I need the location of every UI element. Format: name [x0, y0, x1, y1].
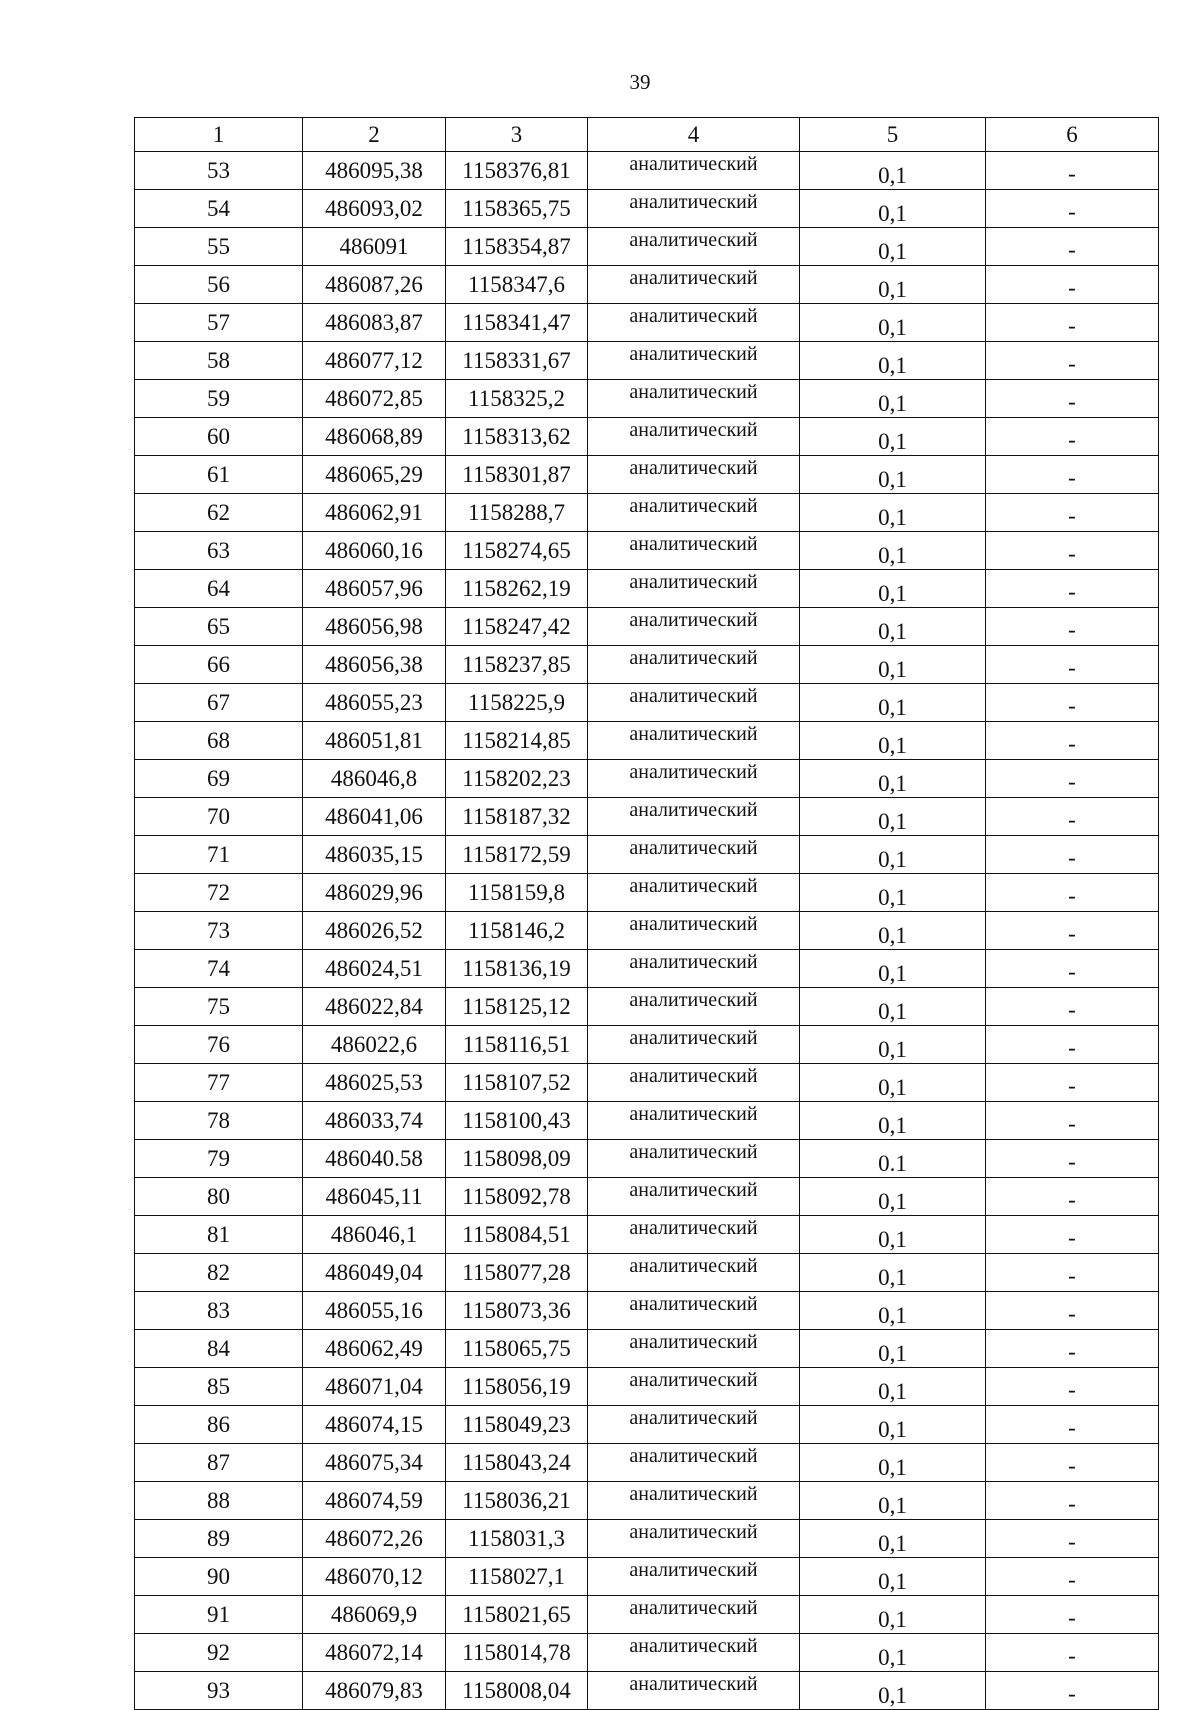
table-row	[135, 1064, 1159, 1102]
method-cell: аналитический	[588, 152, 800, 190]
column-header: 1	[135, 118, 303, 152]
x-coordinate-cell: 486062,49	[303, 1330, 446, 1368]
table-row	[135, 304, 1159, 342]
table-row	[135, 1292, 1159, 1330]
method-cell: аналитический	[588, 1596, 800, 1634]
x-coordinate-cell: 486072,26	[303, 1520, 446, 1558]
error-cell: 0,1	[800, 380, 986, 418]
table-row	[135, 494, 1159, 532]
method-cell: аналитический	[588, 950, 800, 988]
method-cell: аналитический	[588, 1482, 800, 1520]
note-cell: -	[986, 684, 1159, 722]
note-cell: -	[986, 532, 1159, 570]
note-cell: -	[986, 1406, 1159, 1444]
y-coordinate-cell: 1158172,59	[446, 836, 588, 874]
table-row	[135, 646, 1159, 684]
error-cell: 0,1	[800, 1672, 986, 1710]
note-cell: -	[986, 836, 1159, 874]
note-cell: -	[986, 1292, 1159, 1330]
x-coordinate-cell: 486065,29	[303, 456, 446, 494]
method-cell: аналитический	[588, 1292, 800, 1330]
x-coordinate-cell: 486077,12	[303, 342, 446, 380]
method-cell: аналитический	[588, 1102, 800, 1140]
point-number-cell: 91	[135, 1596, 303, 1634]
x-coordinate-cell: 486095,38	[303, 152, 446, 190]
method-cell: аналитический	[588, 760, 800, 798]
error-cell: 0,1	[800, 950, 986, 988]
point-number-cell: 54	[135, 190, 303, 228]
y-coordinate-cell: 1158098,09	[446, 1140, 588, 1178]
method-cell: аналитический	[588, 418, 800, 456]
method-cell: аналитический	[588, 1406, 800, 1444]
table-row	[135, 950, 1159, 988]
method-cell: аналитический	[588, 1254, 800, 1292]
table-row	[135, 1178, 1159, 1216]
table-row	[135, 266, 1159, 304]
table-header-row	[135, 118, 1159, 152]
y-coordinate-cell: 1158313,62	[446, 418, 588, 456]
y-coordinate-cell: 1158116,51	[446, 1026, 588, 1064]
x-coordinate-cell: 486056,38	[303, 646, 446, 684]
note-cell: -	[986, 988, 1159, 1026]
error-cell: 0,1	[800, 570, 986, 608]
point-number-cell: 69	[135, 760, 303, 798]
point-number-cell: 80	[135, 1178, 303, 1216]
error-cell: 0,1	[800, 874, 986, 912]
table-row	[135, 570, 1159, 608]
x-coordinate-cell: 486055,16	[303, 1292, 446, 1330]
y-coordinate-cell: 1158043,24	[446, 1444, 588, 1482]
x-coordinate-cell: 486049,04	[303, 1254, 446, 1292]
point-number-cell: 74	[135, 950, 303, 988]
point-number-cell: 68	[135, 722, 303, 760]
table-row	[135, 342, 1159, 380]
note-cell: -	[986, 380, 1159, 418]
method-cell: аналитический	[588, 722, 800, 760]
table-row	[135, 608, 1159, 646]
method-cell: аналитический	[588, 988, 800, 1026]
y-coordinate-cell: 1158092,78	[446, 1178, 588, 1216]
note-cell: -	[986, 304, 1159, 342]
method-cell: аналитический	[588, 798, 800, 836]
point-number-cell: 72	[135, 874, 303, 912]
point-number-cell: 58	[135, 342, 303, 380]
x-coordinate-cell: 486045,11	[303, 1178, 446, 1216]
table-row	[135, 532, 1159, 570]
error-cell: 0,1	[800, 1292, 986, 1330]
y-coordinate-cell: 1158331,67	[446, 342, 588, 380]
note-cell: -	[986, 456, 1159, 494]
method-cell: аналитический	[588, 494, 800, 532]
y-coordinate-cell: 1158159,8	[446, 874, 588, 912]
table-row	[135, 1444, 1159, 1482]
error-cell: 0,1	[800, 456, 986, 494]
error-cell: 0,1	[800, 1634, 986, 1672]
table-row	[135, 988, 1159, 1026]
point-number-cell: 53	[135, 152, 303, 190]
table-row	[135, 760, 1159, 798]
x-coordinate-cell: 486022,6	[303, 1026, 446, 1064]
note-cell: -	[986, 190, 1159, 228]
error-cell: 0,1	[800, 1520, 986, 1558]
note-cell: -	[986, 1140, 1159, 1178]
table-row	[135, 1672, 1159, 1710]
error-cell: 0,1	[800, 646, 986, 684]
point-number-cell: 70	[135, 798, 303, 836]
page-number: 39	[629, 70, 651, 94]
note-cell: -	[986, 418, 1159, 456]
table-row	[135, 1254, 1159, 1292]
table-row	[135, 874, 1159, 912]
error-cell: 0,1	[800, 1178, 986, 1216]
table-row	[135, 1520, 1159, 1558]
note-cell: -	[986, 646, 1159, 684]
method-cell: аналитический	[588, 190, 800, 228]
error-cell: 0.1	[800, 1140, 986, 1178]
error-cell: 0,1	[800, 342, 986, 380]
y-coordinate-cell: 1158014,78	[446, 1634, 588, 1672]
note-cell: -	[986, 1254, 1159, 1292]
point-number-cell: 78	[135, 1102, 303, 1140]
method-cell: аналитический	[588, 456, 800, 494]
x-coordinate-cell: 486051,81	[303, 722, 446, 760]
error-cell: 0,1	[800, 1444, 986, 1482]
table-row	[135, 456, 1159, 494]
note-cell: -	[986, 342, 1159, 380]
y-coordinate-cell: 1158027,1	[446, 1558, 588, 1596]
y-coordinate-cell: 1158107,52	[446, 1064, 588, 1102]
point-number-cell: 92	[135, 1634, 303, 1672]
y-coordinate-cell: 1158202,23	[446, 760, 588, 798]
point-number-cell: 89	[135, 1520, 303, 1558]
x-coordinate-cell: 486060,16	[303, 532, 446, 570]
error-cell: 0,1	[800, 1330, 986, 1368]
y-coordinate-cell: 1158225,9	[446, 684, 588, 722]
x-coordinate-cell: 486056,98	[303, 608, 446, 646]
note-cell: -	[986, 722, 1159, 760]
table-row	[135, 418, 1159, 456]
table-row	[135, 1482, 1159, 1520]
x-coordinate-cell: 486033,74	[303, 1102, 446, 1140]
table-row	[135, 912, 1159, 950]
table-row	[135, 684, 1159, 722]
y-coordinate-cell: 1158136,19	[446, 950, 588, 988]
x-coordinate-cell: 486046,8	[303, 760, 446, 798]
column-header: 3	[446, 118, 588, 152]
method-cell: аналитический	[588, 912, 800, 950]
y-coordinate-cell: 1158237,85	[446, 646, 588, 684]
x-coordinate-cell: 486040.58	[303, 1140, 446, 1178]
method-cell: аналитический	[588, 836, 800, 874]
y-coordinate-cell: 1158073,36	[446, 1292, 588, 1330]
y-coordinate-cell: 1158247,42	[446, 608, 588, 646]
note-cell: -	[986, 1444, 1159, 1482]
table-row	[135, 1216, 1159, 1254]
y-coordinate-cell: 1158077,28	[446, 1254, 588, 1292]
note-cell: -	[986, 1520, 1159, 1558]
method-cell: аналитический	[588, 532, 800, 570]
note-cell: -	[986, 1216, 1159, 1254]
point-number-cell: 63	[135, 532, 303, 570]
table-row	[135, 722, 1159, 760]
method-cell: аналитический	[588, 1634, 800, 1672]
y-coordinate-cell: 1158354,87	[446, 228, 588, 266]
table-body	[135, 152, 1159, 1710]
method-cell: аналитический	[588, 1140, 800, 1178]
x-coordinate-cell: 486024,51	[303, 950, 446, 988]
y-coordinate-cell: 1158125,12	[446, 988, 588, 1026]
point-number-cell: 66	[135, 646, 303, 684]
error-cell: 0,1	[800, 1596, 986, 1634]
table-row	[135, 152, 1159, 190]
method-cell: аналитический	[588, 608, 800, 646]
y-coordinate-cell: 1158036,21	[446, 1482, 588, 1520]
error-cell: 0,1	[800, 1368, 986, 1406]
note-cell: -	[986, 1026, 1159, 1064]
point-number-cell: 64	[135, 570, 303, 608]
note-cell: -	[986, 1368, 1159, 1406]
note-cell: -	[986, 1330, 1159, 1368]
method-cell: аналитический	[588, 1064, 800, 1102]
error-cell: 0,1	[800, 1064, 986, 1102]
y-coordinate-cell: 1158325,2	[446, 380, 588, 418]
method-cell: аналитический	[588, 1368, 800, 1406]
x-coordinate-cell: 486083,87	[303, 304, 446, 342]
error-cell: 0,1	[800, 494, 986, 532]
x-coordinate-cell: 486075,34	[303, 1444, 446, 1482]
point-number-cell: 90	[135, 1558, 303, 1596]
y-coordinate-cell: 1158049,23	[446, 1406, 588, 1444]
point-number-cell: 77	[135, 1064, 303, 1102]
y-coordinate-cell: 1158274,65	[446, 532, 588, 570]
y-coordinate-cell: 1158301,87	[446, 456, 588, 494]
method-cell: аналитический	[588, 1520, 800, 1558]
error-cell: 0,1	[800, 532, 986, 570]
y-coordinate-cell: 1158214,85	[446, 722, 588, 760]
note-cell: -	[986, 494, 1159, 532]
point-number-cell: 76	[135, 1026, 303, 1064]
point-number-cell: 93	[135, 1672, 303, 1710]
note-cell: -	[986, 1672, 1159, 1710]
note-cell: -	[986, 760, 1159, 798]
x-coordinate-cell: 486074,15	[303, 1406, 446, 1444]
table-row	[135, 1140, 1159, 1178]
table-row	[135, 1368, 1159, 1406]
x-coordinate-cell: 486022,84	[303, 988, 446, 1026]
table-row	[135, 1026, 1159, 1064]
table-row	[135, 1406, 1159, 1444]
point-number-cell: 75	[135, 988, 303, 1026]
table-row	[135, 228, 1159, 266]
method-cell: аналитический	[588, 1026, 800, 1064]
y-coordinate-cell: 1158008,04	[446, 1672, 588, 1710]
y-coordinate-cell: 1158376,81	[446, 152, 588, 190]
x-coordinate-cell: 486087,26	[303, 266, 446, 304]
error-cell: 0,1	[800, 266, 986, 304]
y-coordinate-cell: 1158031,3	[446, 1520, 588, 1558]
method-cell: аналитический	[588, 1330, 800, 1368]
method-cell: аналитический	[588, 380, 800, 418]
note-cell: -	[986, 798, 1159, 836]
error-cell: 0,1	[800, 1216, 986, 1254]
error-cell: 0,1	[800, 722, 986, 760]
table-row	[135, 1102, 1159, 1140]
error-cell: 0,1	[800, 1102, 986, 1140]
y-coordinate-cell: 1158084,51	[446, 1216, 588, 1254]
x-coordinate-cell: 486079,83	[303, 1672, 446, 1710]
point-number-cell: 73	[135, 912, 303, 950]
method-cell: аналитический	[588, 646, 800, 684]
method-cell: аналитический	[588, 874, 800, 912]
error-cell: 0,1	[800, 760, 986, 798]
note-cell: -	[986, 228, 1159, 266]
method-cell: аналитический	[588, 304, 800, 342]
x-coordinate-cell: 486093,02	[303, 190, 446, 228]
note-cell: -	[986, 1178, 1159, 1216]
note-cell: -	[986, 570, 1159, 608]
y-coordinate-cell: 1158021,65	[446, 1596, 588, 1634]
x-coordinate-cell: 486057,96	[303, 570, 446, 608]
point-number-cell: 71	[135, 836, 303, 874]
error-cell: 0,1	[800, 1026, 986, 1064]
x-coordinate-cell: 486091	[303, 228, 446, 266]
method-cell: аналитический	[588, 570, 800, 608]
error-cell: 0,1	[800, 1254, 986, 1292]
y-coordinate-cell: 1158100,43	[446, 1102, 588, 1140]
method-cell: аналитический	[588, 1558, 800, 1596]
error-cell: 0,1	[800, 152, 986, 190]
column-header: 5	[800, 118, 986, 152]
note-cell: -	[986, 1102, 1159, 1140]
y-coordinate-cell: 1158146,2	[446, 912, 588, 950]
x-coordinate-cell: 486062,91	[303, 494, 446, 532]
point-number-cell: 83	[135, 1292, 303, 1330]
x-coordinate-cell: 486046,1	[303, 1216, 446, 1254]
method-cell: аналитический	[588, 1444, 800, 1482]
x-coordinate-cell: 486055,23	[303, 684, 446, 722]
point-number-cell: 62	[135, 494, 303, 532]
point-number-cell: 81	[135, 1216, 303, 1254]
coordinates-table	[134, 117, 1159, 1710]
note-cell: -	[986, 152, 1159, 190]
table-row	[135, 798, 1159, 836]
x-coordinate-cell: 486025,53	[303, 1064, 446, 1102]
table-row	[135, 1330, 1159, 1368]
x-coordinate-cell: 486071,04	[303, 1368, 446, 1406]
table-row	[135, 380, 1159, 418]
error-cell: 0,1	[800, 1482, 986, 1520]
note-cell: -	[986, 912, 1159, 950]
error-cell: 0,1	[800, 684, 986, 722]
method-cell: аналитический	[588, 342, 800, 380]
x-coordinate-cell: 486070,12	[303, 1558, 446, 1596]
y-coordinate-cell: 1158341,47	[446, 304, 588, 342]
error-cell: 0,1	[800, 418, 986, 456]
point-number-cell: 82	[135, 1254, 303, 1292]
y-coordinate-cell: 1158056,19	[446, 1368, 588, 1406]
point-number-cell: 65	[135, 608, 303, 646]
x-coordinate-cell: 486069,9	[303, 1596, 446, 1634]
point-number-cell: 61	[135, 456, 303, 494]
point-number-cell: 56	[135, 266, 303, 304]
error-cell: 0,1	[800, 228, 986, 266]
point-number-cell: 59	[135, 380, 303, 418]
point-number-cell: 60	[135, 418, 303, 456]
note-cell: -	[986, 950, 1159, 988]
point-number-cell: 84	[135, 1330, 303, 1368]
column-header: 2	[303, 118, 446, 152]
y-coordinate-cell: 1158065,75	[446, 1330, 588, 1368]
note-cell: -	[986, 1064, 1159, 1102]
point-number-cell: 79	[135, 1140, 303, 1178]
method-cell: аналитический	[588, 1216, 800, 1254]
method-cell: аналитический	[588, 1672, 800, 1710]
note-cell: -	[986, 1596, 1159, 1634]
x-coordinate-cell: 486035,15	[303, 836, 446, 874]
method-cell: аналитический	[588, 684, 800, 722]
point-number-cell: 55	[135, 228, 303, 266]
point-number-cell: 57	[135, 304, 303, 342]
method-cell: аналитический	[588, 266, 800, 304]
point-number-cell: 67	[135, 684, 303, 722]
column-header: 4	[588, 118, 800, 152]
error-cell: 0,1	[800, 912, 986, 950]
error-cell: 0,1	[800, 1406, 986, 1444]
y-coordinate-cell: 1158347,6	[446, 266, 588, 304]
note-cell: -	[986, 608, 1159, 646]
table-row	[135, 1634, 1159, 1672]
y-coordinate-cell: 1158187,32	[446, 798, 588, 836]
x-coordinate-cell: 486072,14	[303, 1634, 446, 1672]
x-coordinate-cell: 486072,85	[303, 380, 446, 418]
point-number-cell: 88	[135, 1482, 303, 1520]
note-cell: -	[986, 1482, 1159, 1520]
table-row	[135, 1558, 1159, 1596]
error-cell: 0,1	[800, 836, 986, 874]
x-coordinate-cell: 486041,06	[303, 798, 446, 836]
note-cell: -	[986, 874, 1159, 912]
point-number-cell: 87	[135, 1444, 303, 1482]
error-cell: 0,1	[800, 798, 986, 836]
error-cell: 0,1	[800, 304, 986, 342]
method-cell: аналитический	[588, 228, 800, 266]
error-cell: 0,1	[800, 608, 986, 646]
point-number-cell: 85	[135, 1368, 303, 1406]
table-row	[135, 1596, 1159, 1634]
column-header: 6	[986, 118, 1159, 152]
x-coordinate-cell: 486026,52	[303, 912, 446, 950]
error-cell: 0,1	[800, 988, 986, 1026]
method-cell: аналитический	[588, 1178, 800, 1216]
table-row	[135, 836, 1159, 874]
error-cell: 0,1	[800, 1558, 986, 1596]
note-cell: -	[986, 1634, 1159, 1672]
y-coordinate-cell: 1158365,75	[446, 190, 588, 228]
x-coordinate-cell: 486068,89	[303, 418, 446, 456]
x-coordinate-cell: 486029,96	[303, 874, 446, 912]
x-coordinate-cell: 486074,59	[303, 1482, 446, 1520]
point-number-cell: 86	[135, 1406, 303, 1444]
error-cell: 0,1	[800, 190, 986, 228]
y-coordinate-cell: 1158262,19	[446, 570, 588, 608]
table-row	[135, 190, 1159, 228]
note-cell: -	[986, 1558, 1159, 1596]
note-cell: -	[986, 266, 1159, 304]
y-coordinate-cell: 1158288,7	[446, 494, 588, 532]
